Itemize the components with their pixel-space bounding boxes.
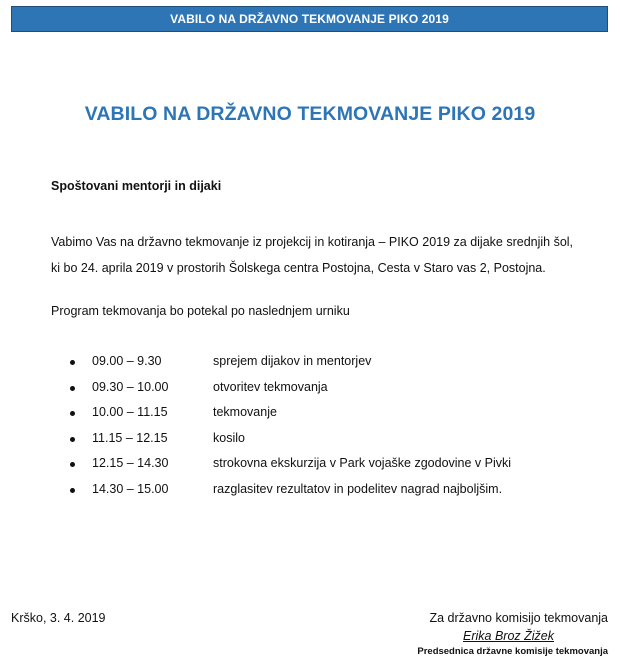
- schedule-item: [70, 356, 590, 382]
- schedule-activity: sprejem dijakov in mentorjev: [213, 354, 372, 368]
- signature-line: Za državno komisijo tekmovanja: [429, 611, 608, 625]
- schedule-time: 11.15 – 12.15: [92, 430, 168, 445]
- document-title: VABILO NA DRŽAVNO TEKMOVANJE PIKO 2019: [84, 103, 536, 125]
- schedule-time: 09.00 – 9.30: [92, 354, 162, 368]
- invitation-paragraph: [51, 229, 573, 281]
- bullet-icon: [70, 462, 75, 467]
- signature-role: Predsednica državne komisije tekmovanja: [417, 646, 608, 657]
- schedule-time: 10.00 – 11.15: [92, 405, 168, 420]
- bullet-icon: [70, 386, 75, 391]
- schedule-activity: kosilo: [213, 430, 245, 445]
- schedule-activity: strokovna ekskurzija v Park vojaške zgodovine v Pivki: [213, 456, 512, 471]
- schedule-item: [70, 458, 590, 484]
- schedule-time: 14.30 – 15.00: [92, 481, 169, 496]
- schedule-list: [70, 356, 590, 510]
- bullet-icon: [70, 411, 75, 416]
- schedule-time: 09.30 – 10.00: [92, 379, 169, 394]
- paragraph-line: Vabimo Vas na državno tekmovanje iz projekcij in kotiranja – PIKO 2019 za dijake srednjih šol,: [51, 235, 574, 249]
- paragraph-line: ki bo 24. aprila 2019 v prostorih Šolskega centra Postojna, Cesta v Staro vas 2, Postojna.: [51, 261, 546, 275]
- header-banner: VABILO NA DRŽAVNO TEKMOVANJE PIKO 2019: [11, 6, 608, 32]
- greeting: Spoštovani mentorji in dijaki: [51, 179, 222, 193]
- schedule-item: [70, 481, 590, 510]
- schedule-item: [70, 430, 590, 459]
- schedule-activity: tekmovanje: [213, 405, 277, 420]
- schedule-activity: otvoritev tekmovanja: [213, 379, 328, 394]
- signature-block: [417, 611, 608, 657]
- schedule-item: [70, 407, 590, 433]
- schedule-item: [70, 379, 590, 408]
- place-date: Krško, 3. 4. 2019: [11, 611, 106, 625]
- signature-name: Erika Broz Žižek: [463, 629, 554, 643]
- schedule-time: 12.15 – 14.30: [92, 456, 169, 471]
- bullet-icon: [70, 437, 75, 442]
- bullet-icon: [70, 360, 75, 365]
- bullet-icon: [70, 488, 75, 493]
- schedule-activity: razglasitev rezultatov in podelitev nagrad najboljšim.: [213, 481, 503, 496]
- program-intro: Program tekmovanja bo potekal po naslednjem urniku: [51, 304, 350, 318]
